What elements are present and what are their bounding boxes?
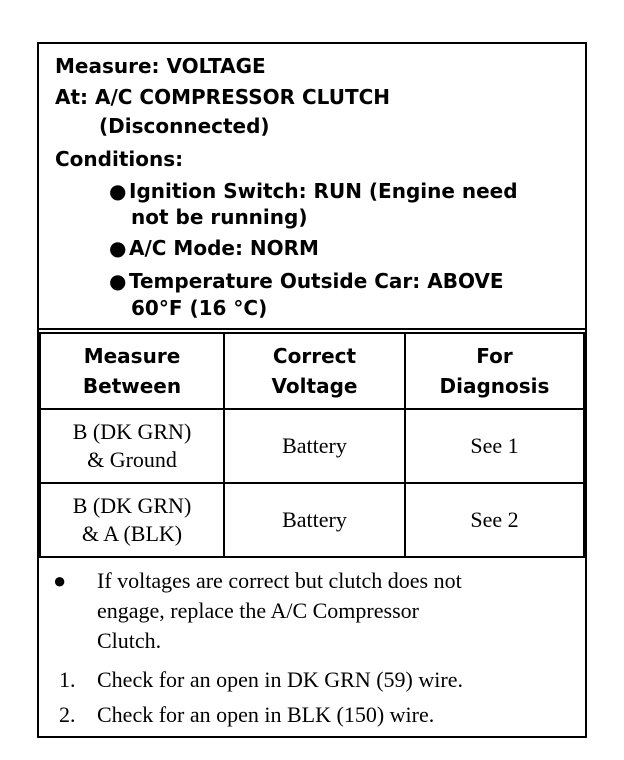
condition-text-cont: not be running) — [131, 205, 308, 229]
table-cell-voltage: Battery — [223, 408, 406, 484]
table-cell-between — [39, 408, 225, 484]
header-line: Correct — [272, 344, 357, 368]
condition-text: Temperature Outside Car: ABOVE — [129, 269, 504, 293]
note-text: Clutch. — [97, 628, 162, 653]
conditions-heading: Conditions: — [55, 147, 184, 171]
table-cell-between — [39, 482, 225, 558]
condition-text: A/C Mode: NORM — [129, 236, 319, 260]
note-number: 1. — [59, 667, 76, 692]
cell-line: & A (BLK) — [81, 521, 183, 546]
condition-text: Ignition Switch: RUN (Engine need — [129, 179, 518, 203]
condition-item — [109, 234, 319, 263]
header-line: For — [476, 344, 513, 368]
location-sub-line: (Disconnected) — [99, 114, 270, 138]
note-text: Check for an open in DK GRN (59) wire. — [97, 667, 463, 692]
condition-item — [109, 177, 518, 206]
note-text: If voltages are correct but clutch does not — [97, 568, 462, 593]
bullet-icon: ● — [109, 236, 127, 260]
location-line: At: A/C COMPRESSOR CLUTCH — [55, 85, 391, 109]
bullet-icon: ● — [53, 568, 67, 593]
header-line: Measure — [83, 344, 181, 368]
header-line: Diagnosis — [439, 374, 550, 398]
bullet-icon: ● — [109, 269, 127, 293]
column-header-voltage — [223, 332, 406, 410]
note-number: 2. — [59, 702, 76, 727]
cell-line: & Ground — [87, 447, 177, 472]
condition-item — [109, 267, 504, 296]
diagnosis-notes — [39, 560, 585, 736]
column-header-diagnosis — [404, 332, 585, 410]
table-cell-diagnosis: See 1 — [404, 408, 585, 484]
measure-line: Measure: VOLTAGE — [55, 54, 266, 78]
column-header-between — [39, 332, 225, 410]
note-text: Check for an open in BLK (150) wire. — [97, 702, 435, 727]
diagnostic-chart — [37, 42, 587, 738]
table-cell-diagnosis: See 2 — [404, 482, 585, 558]
header-line: Between — [82, 374, 182, 398]
cell-line: B (DK GRN) — [72, 419, 192, 444]
cell-line: B (DK GRN) — [72, 493, 192, 518]
bullet-icon: ● — [109, 179, 127, 203]
test-conditions-box — [39, 44, 585, 330]
header-line: Voltage — [271, 374, 358, 398]
condition-text-cont: 60°F (16 °C) — [131, 296, 268, 320]
note-text: engage, replace the A/C Compressor — [97, 598, 419, 623]
table-cell-voltage: Battery — [223, 482, 406, 558]
